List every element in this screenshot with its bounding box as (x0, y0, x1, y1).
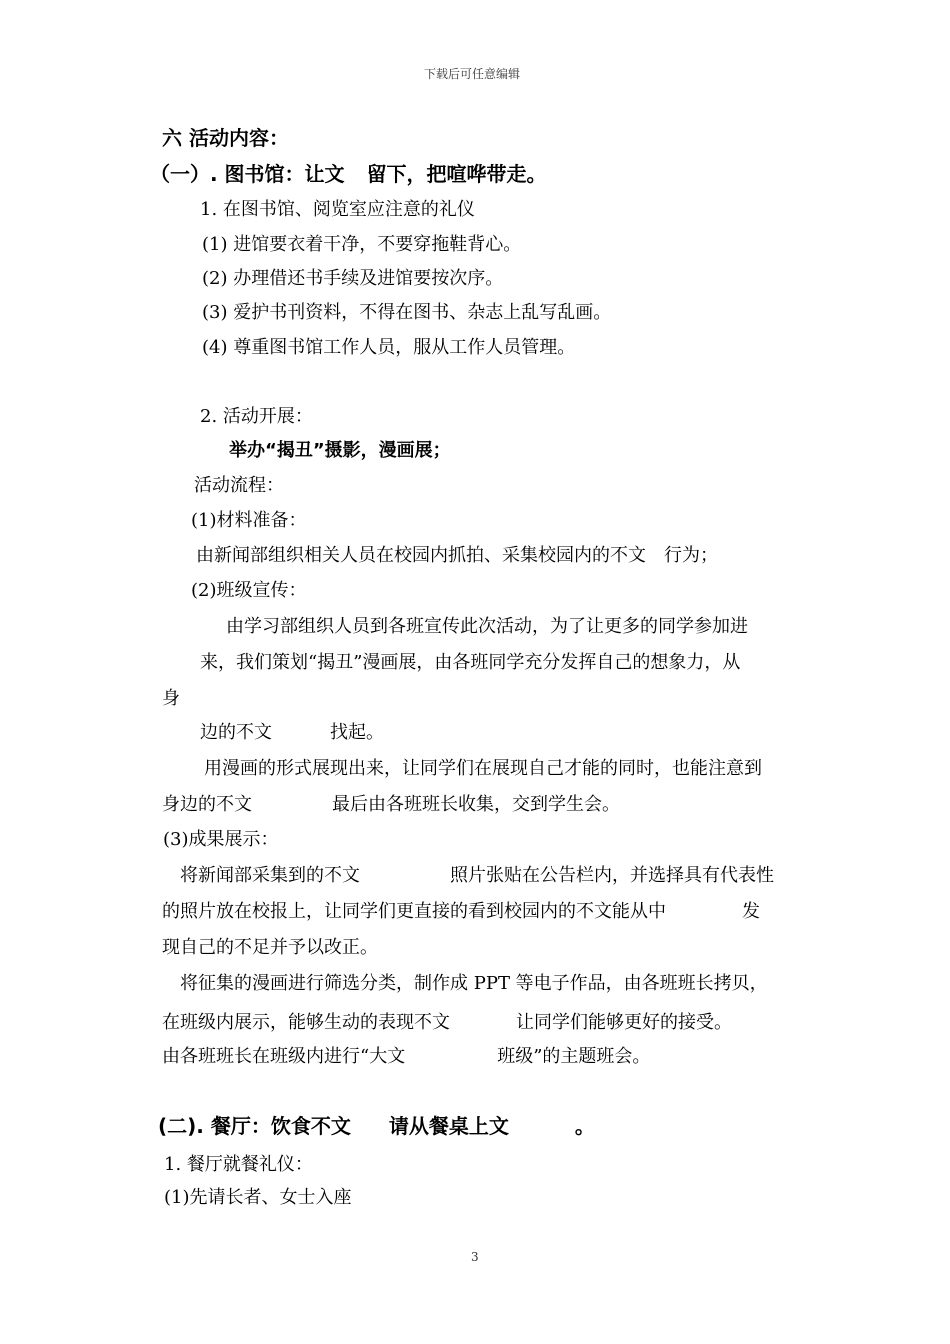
step2-label: (2)班级宣传： (191, 580, 307, 601)
step1-text (196, 545, 718, 567)
step2-line6 (162, 794, 620, 816)
step1-label: (1)材料准备： (191, 510, 307, 531)
step3-line2-a: 的照片放在校报上，让同学们更直接的看到校园内的不文 (162, 901, 612, 922)
step2-line2: 来，我们策划“揭丑”漫画展，由各班同学充分发挥自己的想象力，从 (200, 652, 741, 673)
step2-line6-a: 身边的不文 (162, 794, 252, 815)
part1-heading-b: 留下，把喧哗带走。 (366, 162, 547, 186)
part1-item1: 1. 在图书馆、阅览室应注意的礼仪 (200, 199, 475, 220)
rule-3: (3) 爱护书刊资料，不得在图书、杂志上乱写乱画。 (202, 302, 612, 323)
step2-line3: 身 (162, 688, 180, 709)
part2-rule1: (1)先请长者、女士入座 (164, 1187, 352, 1208)
step2-line1: 由学习部组织人员到各班宣传此次活动，为了让更多的同学参加进 (226, 616, 748, 637)
step3-line2-c: 发 (742, 901, 760, 922)
part2-heading-a: (二). 餐厅：饮食不文 (158, 1114, 351, 1138)
flow-label: 活动流程： (194, 475, 284, 496)
step2-line4-a: 边的不文 (200, 722, 272, 743)
step3-line2-b: 能从中 (612, 901, 666, 922)
section-title: 六 活动内容： (162, 126, 289, 150)
part2-item1: 1. 餐厅就餐礼仪： (164, 1154, 313, 1175)
rule-2: (2) 办理借还书手续及进馆要按次序。 (202, 268, 504, 289)
step2-line6-b: 最后由各班班长收集，交到学生会。 (332, 794, 620, 815)
step1-text-a: 由新闻部组织相关人员在校园内抓拍、采集校园内的不文 (196, 545, 646, 566)
step3-line5-b: 让同学们能够更好的接受。 (516, 1012, 732, 1033)
step3-line6 (162, 1046, 650, 1068)
exhibit-title: 举办“揭丑”摄影，漫画展； (229, 440, 451, 461)
step3-line1-b: 照片张贴在公告栏内，并选择具有代表性 (450, 865, 774, 886)
step3-line5 (162, 1012, 732, 1034)
step3-line3: 现自己的不足并予以改正。 (162, 937, 378, 958)
step3-line6-b: 班级”的主题班会。 (497, 1046, 651, 1067)
step2-line4 (200, 722, 384, 744)
step3-line1 (180, 865, 774, 887)
step3-line2 (162, 901, 760, 923)
step3-line4: 将征集的漫画进行筛选分类，制作成 PPT 等电子作品，由各班班长拷贝， (180, 973, 768, 994)
step2-line5: 用漫画的形式展现出来，让同学们在展现自己才能的同时，也能注意到 (204, 758, 762, 779)
part2-heading-b: 请从餐桌上文 (388, 1114, 509, 1138)
part1-item2: 2. 活动开展： (200, 406, 313, 427)
rule-4: (4) 尊重图书馆工作人员，服从工作人员管理。 (202, 337, 576, 358)
page-number: 3 (471, 1250, 479, 1264)
part2-heading-c: 。 (574, 1114, 595, 1138)
part1-heading-a: （一）. 图书馆：让文 (150, 162, 345, 186)
step2-line4-b: 找起。 (330, 722, 384, 743)
step3-line6-a: 由各班班长在班级内进行“大文 (162, 1046, 406, 1067)
step3-label: (3)成果展示： (163, 829, 279, 850)
step3-line1-a: 将新闻部采集到的不文 (180, 865, 360, 886)
part2-heading (158, 1114, 595, 1138)
part1-heading (150, 162, 547, 186)
header-note: 下载后可任意编辑 (424, 67, 521, 81)
rule-1: (1) 进馆要衣着干净，不要穿拖鞋背心。 (202, 234, 522, 255)
step3-line5-a: 在班级内展示，能够生动的表现不文 (162, 1012, 450, 1033)
step1-text-b: 行为； (664, 545, 718, 566)
